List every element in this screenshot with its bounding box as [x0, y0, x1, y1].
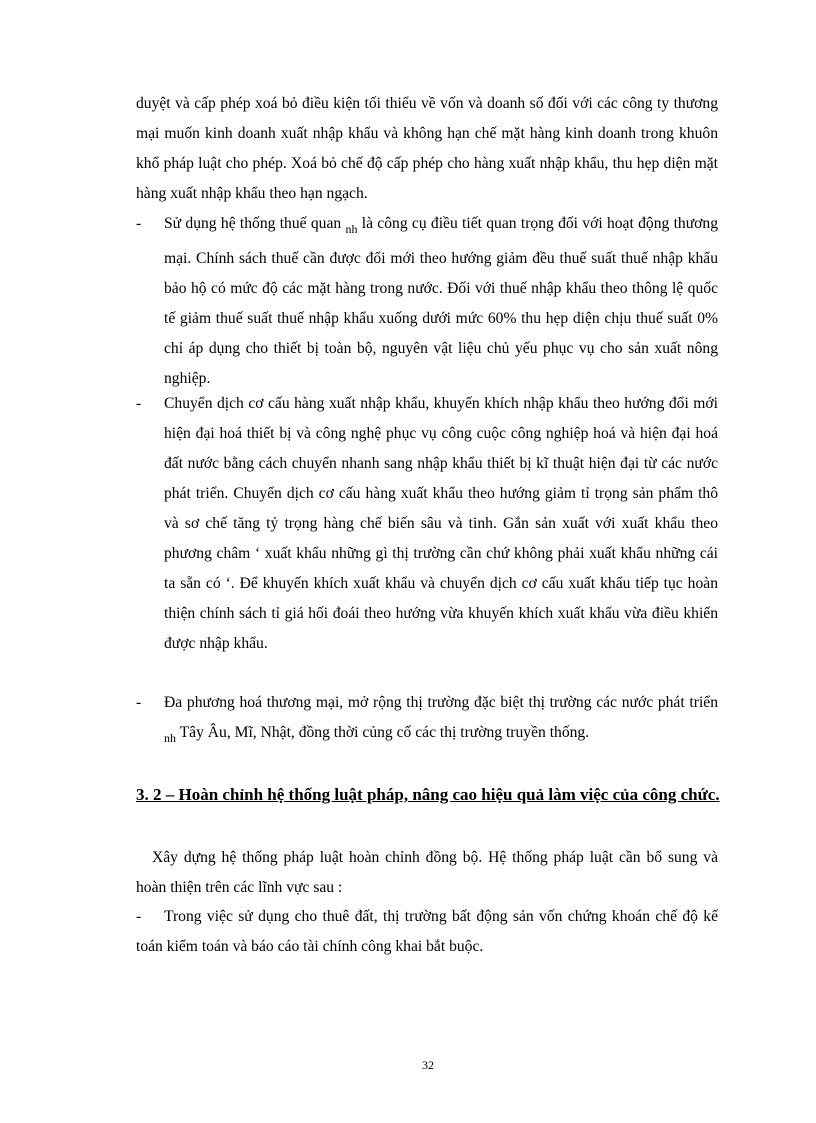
bullet-text	[164, 209, 718, 394]
bullet-text-part: Đa phương hoá thương mại, mở rộng thị trường đặc biệt thị trường các nước phát triển	[164, 694, 718, 711]
subscript-text: nh	[164, 731, 176, 745]
bullet-dash: -	[136, 215, 142, 232]
section-heading: 3. 2 – Hoàn chỉnh hệ thống luật pháp, nâng cao hiệu quả làm việc của công chức.	[136, 785, 720, 804]
bullet-text: Chuyển dịch cơ cấu hàng xuất nhập khẩu, khuyến khích nhập khẩu theo hướng đổi mới hiện đại hoá thiết bị và công nghệ phục vụ công cuộc công nghiệp hoá và hiện đại hoá đất nước bằng cách chuyển nhanh sang nhập khẩu thiết bị kĩ thuật hiện đại từ các nước phát triển. Chuyển dịch cơ cấu hàng xuất khẩu theo hướng giảm tỉ trọng sản phẩm thô và sơ chế tăng tỷ trọng hàng chế biến sâu và tinh. Gắn sản xuất với xuất khẩu theo phương châm ‘ xuất khẩu những gì thị trường cần chứ không phải xuất khẩu những cái ta sẵn có ‘. Để khuyến khích xuất khẩu và chuyển dịch cơ cấu xuất khẩu tiếp tục hoàn thiện chính sách tỉ giá hối đoái theo hướng vừa khuyến khích xuất khẩu vừa điều khiển được nhập khẩu.	[164, 395, 718, 652]
bullet-text-part: Tây Âu, Mĩ, Nhật, đồng thời củng cố các thị trường truyền thống.	[176, 724, 590, 741]
paragraph-text: Trong việc sử dụng cho thuê đất, thị trường bất động sản vốn chứng khoán chế độ kế toán kiểm toán và báo cáo tài chính công khai bắt buộc.	[136, 908, 718, 955]
bullet-item-restructure	[136, 389, 718, 659]
subscript-text: nh	[345, 222, 358, 236]
paragraph-intro: duyệt và cấp phép xoá bỏ điều kiện tối thiểu về vốn và doanh số đối với các công ty thương mại muốn kinh doanh xuất nhập khẩu và không hạn chế mặt hàng kinh doanh trong khuôn khổ pháp luật cho phép. Xoá bỏ chế độ cấp phép cho hàng xuất nhập khẩu, thu hẹp diện mặt hàng xuất nhập khẩu theo hạn ngạch.	[136, 95, 718, 202]
bullet-text-part: Sử dụng hệ thống thuế quan	[164, 215, 346, 232]
paragraph-land-use	[136, 902, 718, 962]
bullet-dash: -	[136, 395, 142, 412]
paragraph-legal-system: Xây dựng hệ thống pháp luật hoàn chỉnh đồng bộ. Hệ thống pháp luật cần bổ sung và hoàn thiện trên các lĩnh vực sau :	[136, 849, 718, 896]
bullet-item-tariff	[136, 209, 718, 394]
bullet-item-diversify	[136, 688, 718, 753]
bullet-text	[164, 688, 718, 753]
bullet-text-part: là công cụ điều tiết quan trọng đối với hoạt động thương mại. Chính sách thuế cần được đổi mới theo hướng giảm đều thuế suất thuế nhập khẩu bảo hộ có mức độ các mặt hàng trong nước. Đối với thuế nhập khẩu theo thông lệ quốc tế giảm thuế suất thuế nhập khẩu xuống dưới mức 60% thu hẹp diện chịu thuế suất 0% chỉ áp dụng cho thiết bị toàn bộ, nguyên vật liệu chủ yếu phục vụ cho sản xuất nông nghiệp.	[164, 215, 718, 387]
bullet-dash: -	[136, 694, 142, 711]
bullet-dash: -	[136, 908, 142, 925]
page-number: 32	[422, 1058, 434, 1072]
